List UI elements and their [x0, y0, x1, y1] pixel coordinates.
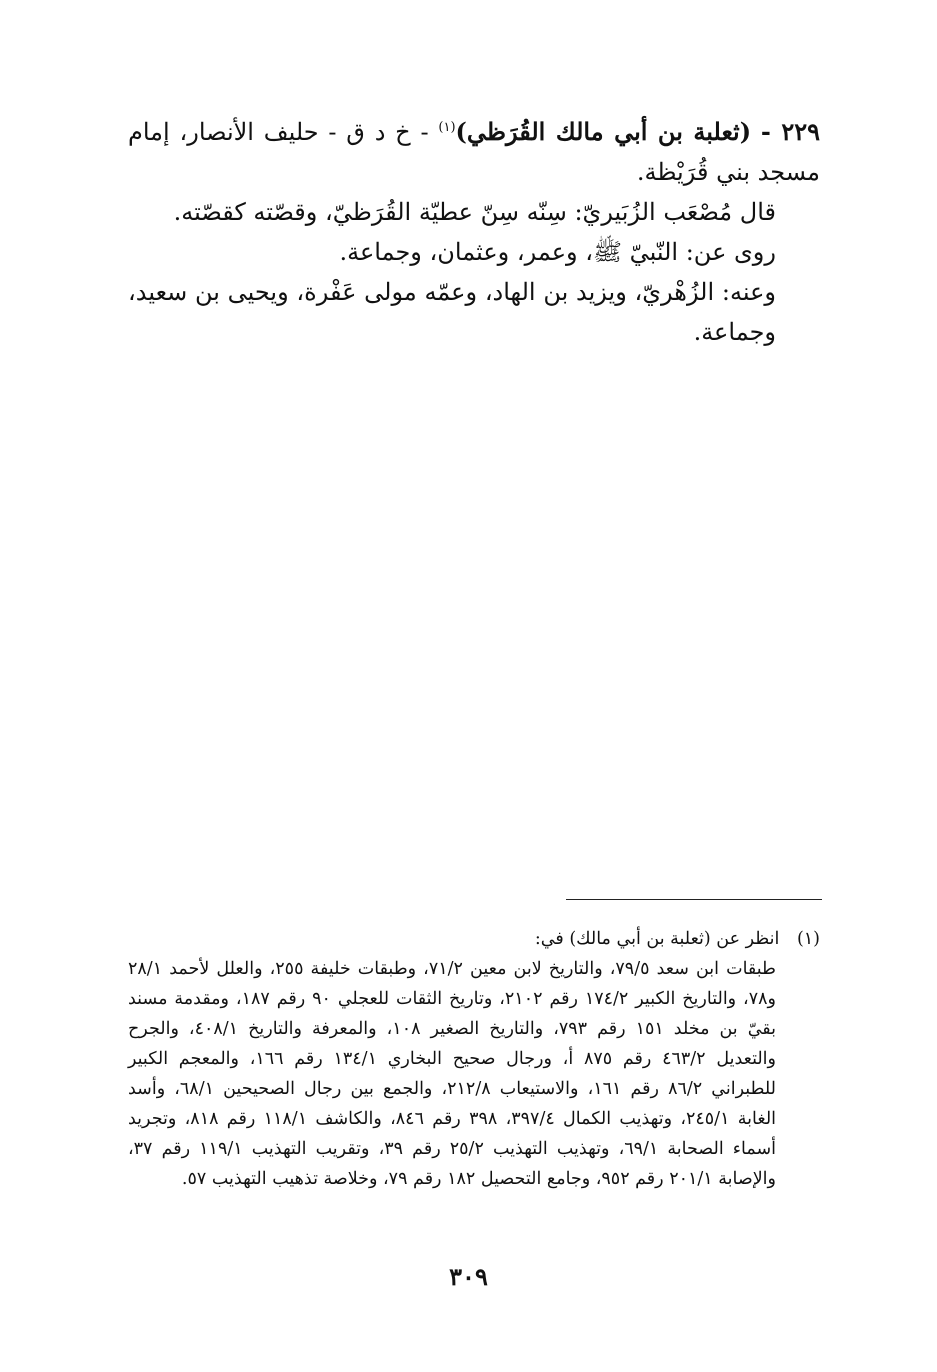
footnote-intro: انظر عن (ثعلبة بن أبي مالك) في:	[534, 929, 780, 949]
footnote-number: (١)	[796, 929, 820, 949]
entry-heading-paragraph	[128, 112, 820, 192]
entry-number: ٢٢٩ -	[760, 117, 821, 146]
footnote-divider	[566, 899, 822, 900]
entry-name: (ثعلبة بن أبي مالك القُرَظي)	[455, 117, 752, 146]
page-number: ٣٠٩	[449, 1262, 488, 1291]
footnote-references: طبقات ابن سعد ٧٩/٥، والتاريخ لابن معين ٧١/٢، وطبقات خليفة ٢٥٥، والعلل لأحمد ٢٨/١ و٧٨، والتاريخ الكبير ١٧٤/٢ رقم ٢١٠٢، وتاريخ الثقات للعجلي ٩٠ رقم ١٨٧، ومقدمة مسند بقيّ بن مخلد ١٥١ رقم ٧٩٣، والتاريخ الصغير ١٠٨، والمعرفة والتاريخ ٤٠٨/١، والجرح والتعديل ٤٦٣/٢ رقم ٨٧٥ أ، ورجال صحيح البخاري ١٣٤/١ رقم ١٦٦، والمعجم الكبير للطبراني ٨٦/٢ رقم ١٦١، والاستيعاب ٢١٢/٨، والجمع بين رجال الصحيحين ٦٨/١، وأسد الغابة ٢٤٥/١، وتهذيب الكمال ٣٩٧/٤، ٣٩٨ رقم ٨٤٦، والكاشف ١١٨/١ رقم ٨١٨، وتجريد أسماء الصحابة ٦٩/١، وتهذيب التهذيب ٢٥/٢ رقم ٣٩، وتقريب التهذيب ١١٩/١ رقم ٣٧، والإصابة ٢٠١/١ رقم ٩٥٢، وجامع التحصيل ١٨٢ رقم ٧٩، وخلاصة تذهيب التهذيب ٥٧.	[128, 959, 777, 1189]
narrated-by-line: وعنه: الزُهْريّ، ويزيد بن الهاد، وعمّه مولى عَفْرة، ويحيى بن سعيد، وجماعة.	[128, 278, 776, 346]
said-line: قال مُصْعَب الزُبَيريّ: سِنّه سِنّ عطيّة القُرَظيّ، وقصّته كقصّته.	[173, 198, 776, 226]
footnotes-section	[128, 924, 820, 1194]
footnote-intro-line	[128, 924, 820, 954]
entry-description: - خ د ق - حليف الأنصار، إمام مسجد بني قُرَيْظة.	[128, 118, 820, 186]
footnote-marker[interactable]: (١)	[438, 120, 456, 135]
narrated-from-line: روى عن: النّبيّ ﷺ، وعمر، وعثمان، وجماعة.	[339, 238, 776, 266]
biography-entry	[128, 112, 820, 352]
